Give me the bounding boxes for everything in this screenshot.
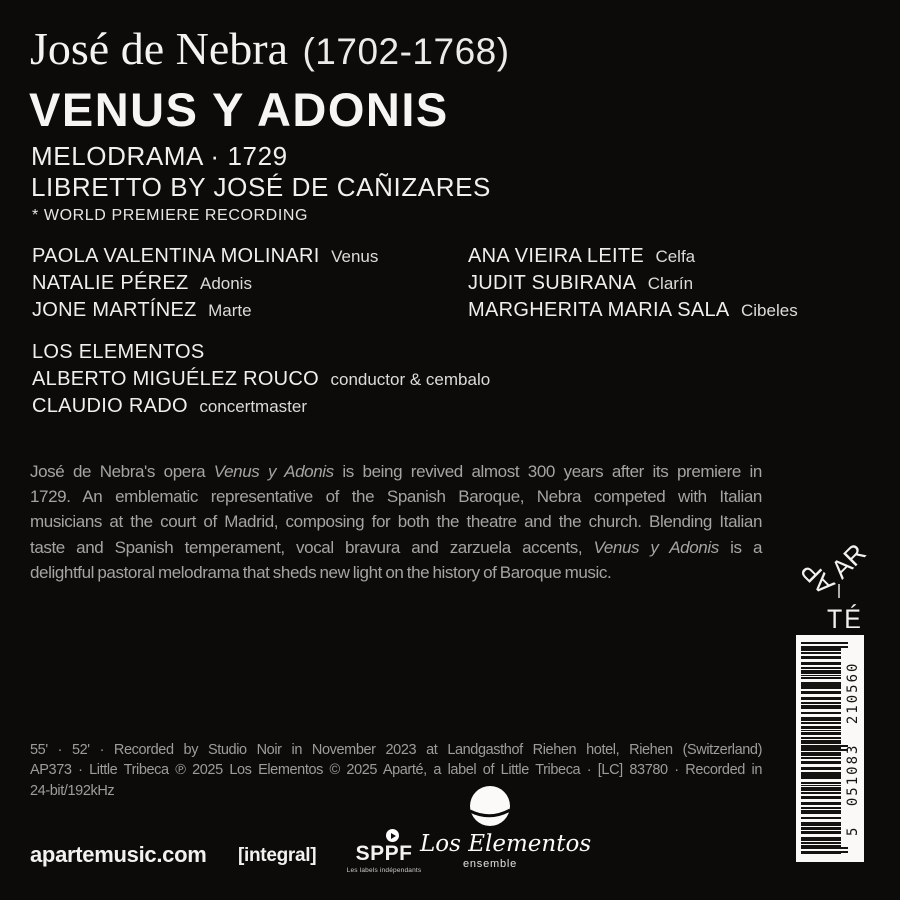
cast-column-right bbox=[468, 243, 798, 325]
album-title: VENUS Y ADONIS bbox=[29, 83, 449, 136]
performer-name: PAOLA VALENTINA MOLINARI bbox=[32, 245, 320, 267]
performer-role: Celfa bbox=[655, 247, 696, 266]
composer-line bbox=[30, 22, 510, 75]
aparte-stem-text: TÉ bbox=[827, 603, 863, 628]
cast-member bbox=[32, 270, 378, 297]
composer-name: José de Nebra bbox=[30, 23, 289, 74]
cast-column-left bbox=[32, 243, 378, 325]
aparte-wing-right: AR bbox=[825, 538, 872, 585]
performer-name: JONE MARTÍNEZ bbox=[32, 299, 197, 322]
concertmaster-role: concertmaster bbox=[199, 397, 308, 417]
genre-year: MELODRAMA · 1729 bbox=[31, 141, 288, 171]
performer-name: NATALIE PÉREZ bbox=[32, 272, 189, 295]
los-elementos-wordmark: Los Elementos bbox=[420, 831, 592, 857]
barcode-guard-bar bbox=[801, 745, 848, 747]
ensemble-row bbox=[32, 393, 490, 420]
play-triangle-icon bbox=[391, 833, 396, 839]
barcode-guard-bar bbox=[801, 749, 848, 751]
cast-member bbox=[32, 297, 378, 324]
composer-dates: (1702-1768) bbox=[302, 31, 510, 72]
aparte-label-logo bbox=[790, 538, 890, 628]
ensemble-row bbox=[32, 366, 490, 393]
performer-role: Marte bbox=[208, 301, 252, 321]
performer-role: Cibeles bbox=[741, 301, 798, 321]
performer-role: Clarín bbox=[647, 274, 694, 294]
aparte-wing-left: AP bbox=[794, 555, 841, 601]
cast-member bbox=[468, 270, 798, 297]
barcode-guard-bar bbox=[801, 642, 848, 644]
performer-role: Venus bbox=[331, 247, 379, 266]
performer-name: JUDIT SUBIRANA bbox=[468, 272, 637, 295]
ensemble-block bbox=[32, 339, 490, 421]
los-elementos-logo bbox=[420, 785, 592, 870]
ensemble-name: LOS ELEMENTOS bbox=[32, 341, 205, 363]
recording-credits: 55' · 52' · Recorded by Studio Noir in November 2023 at Landgasthof Riehen hotel, Riehen (Switzerland) AP373 · Little Tribeca ℗ 2025 Los Elementos © 2025 Aparté, a label of Little Tribeca · [LC] 83780 · Recorded in 24-bit/192kHz bbox=[30, 742, 762, 799]
integral-logo: [integral] bbox=[238, 845, 317, 866]
aparte-bird-icon bbox=[790, 538, 890, 628]
concertmaster-name: CLAUDIO RADO bbox=[32, 395, 188, 418]
conductor-name: ALBERTO MIGUÉLEZ ROUCO bbox=[32, 368, 320, 391]
cast-member bbox=[32, 243, 378, 270]
barcode-guard-bar bbox=[801, 847, 848, 849]
barcode-guard-bar bbox=[801, 646, 848, 648]
barcode-guard-bar bbox=[801, 851, 848, 853]
play-circle-icon bbox=[386, 829, 399, 842]
sppf-wordmark: SPPF bbox=[355, 842, 413, 865]
sphere-icon bbox=[469, 785, 511, 829]
cast-member bbox=[468, 297, 798, 324]
performer-name: MARGHERITA MARIA SALA bbox=[468, 299, 730, 322]
sppf-tagline: Les labels indépendants bbox=[346, 867, 422, 874]
performer-role: Adonis bbox=[199, 274, 252, 294]
barcode-number: 5 051083 210560 bbox=[845, 661, 861, 836]
los-elementos-sub: ensemble bbox=[462, 858, 518, 870]
performer-name: ANA VIEIRA LEITE bbox=[468, 245, 644, 267]
ensemble-row bbox=[32, 339, 490, 366]
premiere-note: * WORLD PREMIERE RECORDING bbox=[32, 207, 309, 224]
sppf-logo bbox=[344, 829, 424, 874]
cast-member bbox=[468, 243, 798, 270]
libretto-credit: LIBRETTO BY JOSÉ DE CAÑIZARES bbox=[31, 172, 491, 202]
conductor-role: conductor & cembalo bbox=[330, 370, 491, 390]
aparte-website: apartemusic.com bbox=[30, 842, 207, 867]
album-description: José de Nebra's opera Venus y Adonis is being revived almost 300 years after its premiere in 1729. An emblematic representative of the Spanish Baroque, Nebra competed with Italian musicians at the court of Madrid, composing for both the theatre and the church. Blending Italian taste and Spanish temperament, vocal bravura and zarzuela accents, Venus y Adonis is a delightful pastoral melodrama that sheds new light on the history of Baroque music. bbox=[30, 462, 762, 582]
barcode bbox=[796, 635, 864, 862]
